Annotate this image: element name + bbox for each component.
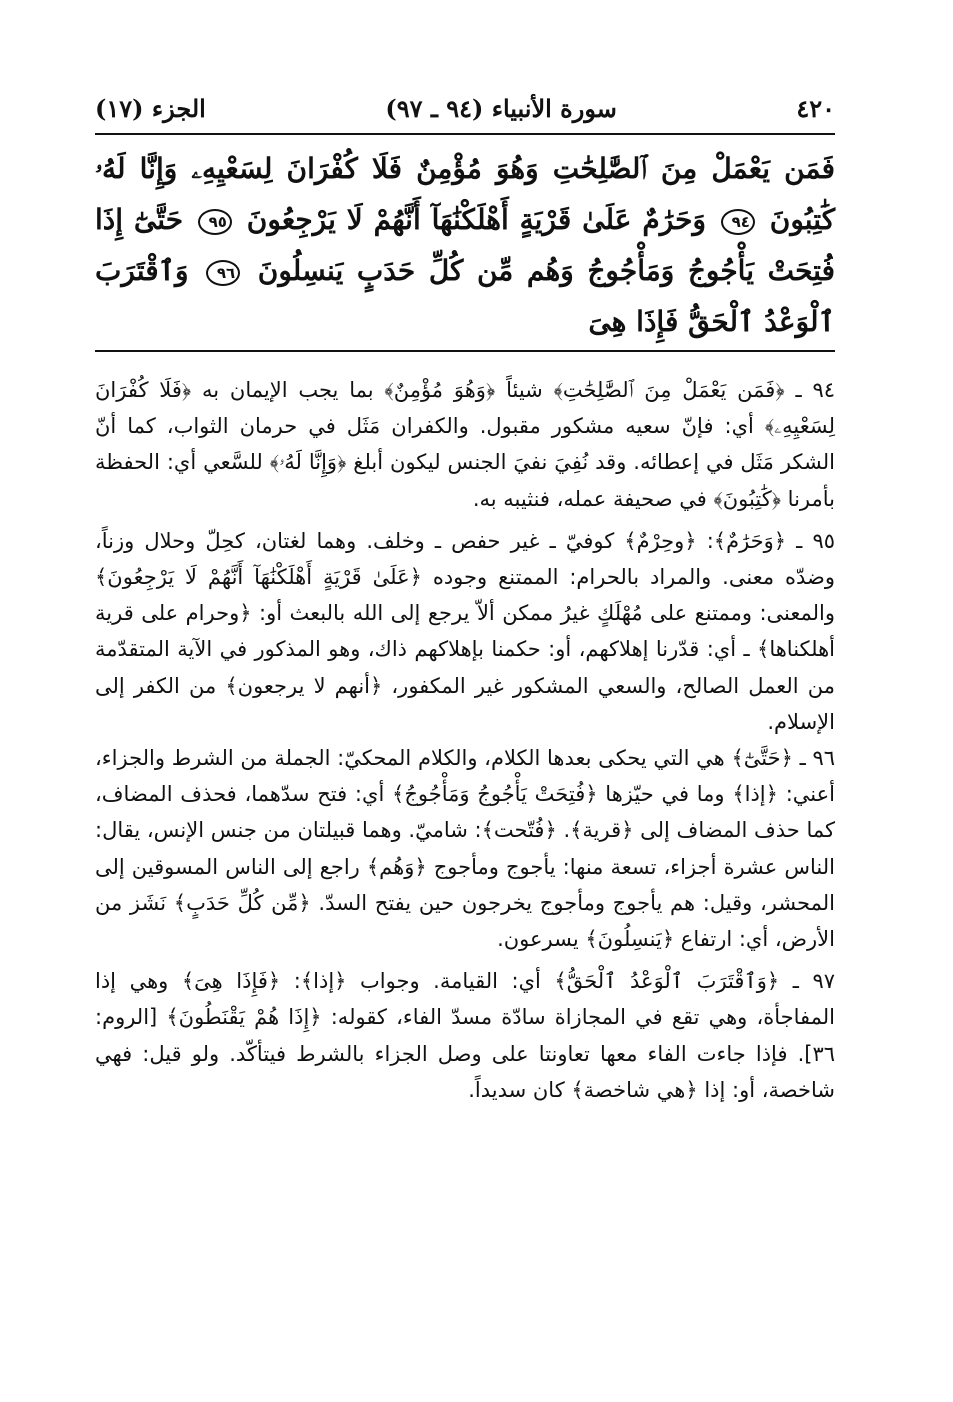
verse-number-marker: ٩٤	[721, 209, 755, 235]
verse-text: فَمَن يَعْمَلْ مِنَ ٱلصَّٰلِحَٰتِ وَهُوَ مُؤْمِنٌ فَلَا كُفْرَانَ لِسَعْيِهِۦ وَإِنَّا لَهُۥ كَٰتِبُونَ	[95, 152, 836, 236]
page-number: ٤٢٠	[796, 93, 835, 123]
commentary-paragraph-94: ٩٤ ـ ﴿فَمَن يَعْمَلْ مِنَ ٱلصَّٰلِحَٰتِ﴾ شيئاً ﴿وَهُوَ مُؤْمِنٌ﴾ بما يجب الإيمان به ﴿فَلَا كُفْرَانَ لِسَعْيِهِۦ﴾ أي: فإنّ سعيه مشكور مقبول. والكفران مَثَل في حرمان الثواب، كما أنّ الشكر مَثَل في إعطائه. وقد نُفِيَ نفيَ الجنس ليكون أبلغ ﴿وَإِنَّا لَهُۥ﴾ للسَّعي أي: الحفظة بأمرنا ﴿كَٰتِبُونَ﴾ في صحيفة عمله، فنثيبه به.	[95, 378, 835, 511]
page	[95, 0, 835, 1402]
verse-text: حَتَّىٰٓ إِذَا فُتِحَتْ يَأْجُوجُ وَمَأْجُوجُ وَهُم مِّن كُلِّ حَدَبٍ يَنسِلُونَ	[95, 203, 835, 287]
commentary-paragraph-97: ٩٧ ـ ﴿وَٱقْتَرَبَ ٱلْوَعْدُ ٱلْحَقُّ﴾ أي: القيامة. وجواب ﴿إذا﴾: ﴿فَإِذَا هِىَ﴾ وهي إذا المفاجأة، وهي تقع في المجازاة سادّة مسدّ الفاء، كقوله: ﴿إِذَا هُمْ يَقْنَطُونَ﴾ [الروم: ٣٦]. فإذا جاءت الفاء معها تعاونتا على وصل الجزاء بالشرط فيتأكّد. ولو قيل: فهي شاخصة، أو: إذا ﴿هي شاخصة﴾ كان سديداً.	[95, 969, 835, 1102]
verse-number-marker: ٩٥	[198, 209, 232, 235]
commentary	[95, 372, 835, 1108]
verse-text: وَٱقْتَرَبَ ٱلْوَعْدُ ٱلْحَقُّ فَإِذَا هِىَ	[95, 254, 835, 338]
juz-label: الجزء (١٧)	[95, 93, 206, 123]
quran-verses	[95, 143, 835, 347]
page-header	[95, 88, 835, 128]
commentary-paragraph-96: ٩٦ ـ ﴿حَتَّىٰٓ﴾ هي التي يحكى بعدها الكلام، والكلام المحكيّ: الجملة من الشرط والجزاء، أعني: ﴿إذا﴾ وما في حيّزها ﴿فُتِحَتْ يَأْجُوجُ وَمَأْجُوجُ﴾ أي: فتح سدّهما، فحذف المضاف، كما حذف المضاف إلى ﴿قرية﴾. ﴿فُتّحت﴾: شاميّ. وهما قبيلتان من جنس الإنس، يقال: الناس عشرة أجزاء، تسعة منها: يأجوج ومأجوج ﴿وَهُم﴾ راجع إلى الناس المسوقين إلى المحشر، وقيل: هم يأجوج ومأجوج يخرجون حين يفتح السدّ. ﴿مِّن كُلِّ حَدَبٍ﴾ نَشَز من الأرض، أي: ارتفاع ﴿يَنسِلُونَ﴾ يسرعون.	[95, 746, 835, 952]
surah-title: سورة الأنبياء (٩٤ ـ ٩٧)	[385, 93, 617, 123]
header-divider	[95, 133, 835, 135]
verse-text: وَحَرَٰمٌ عَلَىٰ قَرْيَةٍ أَهْلَكْنَٰهَآ أَنَّهُمْ لَا يَرْجِعُونَ	[246, 203, 706, 236]
verse-number-marker: ٩٦	[206, 260, 240, 286]
commentary-paragraph-95: ٩٥ ـ ﴿وَحَرَٰمٌ﴾: ﴿وحِرْمٌ﴾ كوفيّ ـ غير حفص ـ وخلف. وهما لغتان، كحِلّ وحلال وزناً، وضدّه معنى. والمراد بالحرام: الممتنع وجوده ﴿عَلَىٰ قَرْيَةٍ أَهْلَكْنَٰهَآ أَنَّهُمْ لَا يَرْجِعُونَ﴾ والمعنى: وممتنع على مُهْلَكٍ غيرُ ممكن ألاّ يرجع إلى الله بالبعث أو: ﴿وحرام على قرية أهلكناها﴾ ـ أي: قدّرنا إهلاكهم، أو: حكمنا بإهلاكهم ذاك، وهو المذكور في الآية المتقدّمة من العمل الصالح، والسعي المشكور غير المكفور، ﴿أنهم لا يرجعون﴾ من الكفر إلى الإسلام.	[95, 528, 835, 734]
verses-divider	[95, 350, 835, 352]
